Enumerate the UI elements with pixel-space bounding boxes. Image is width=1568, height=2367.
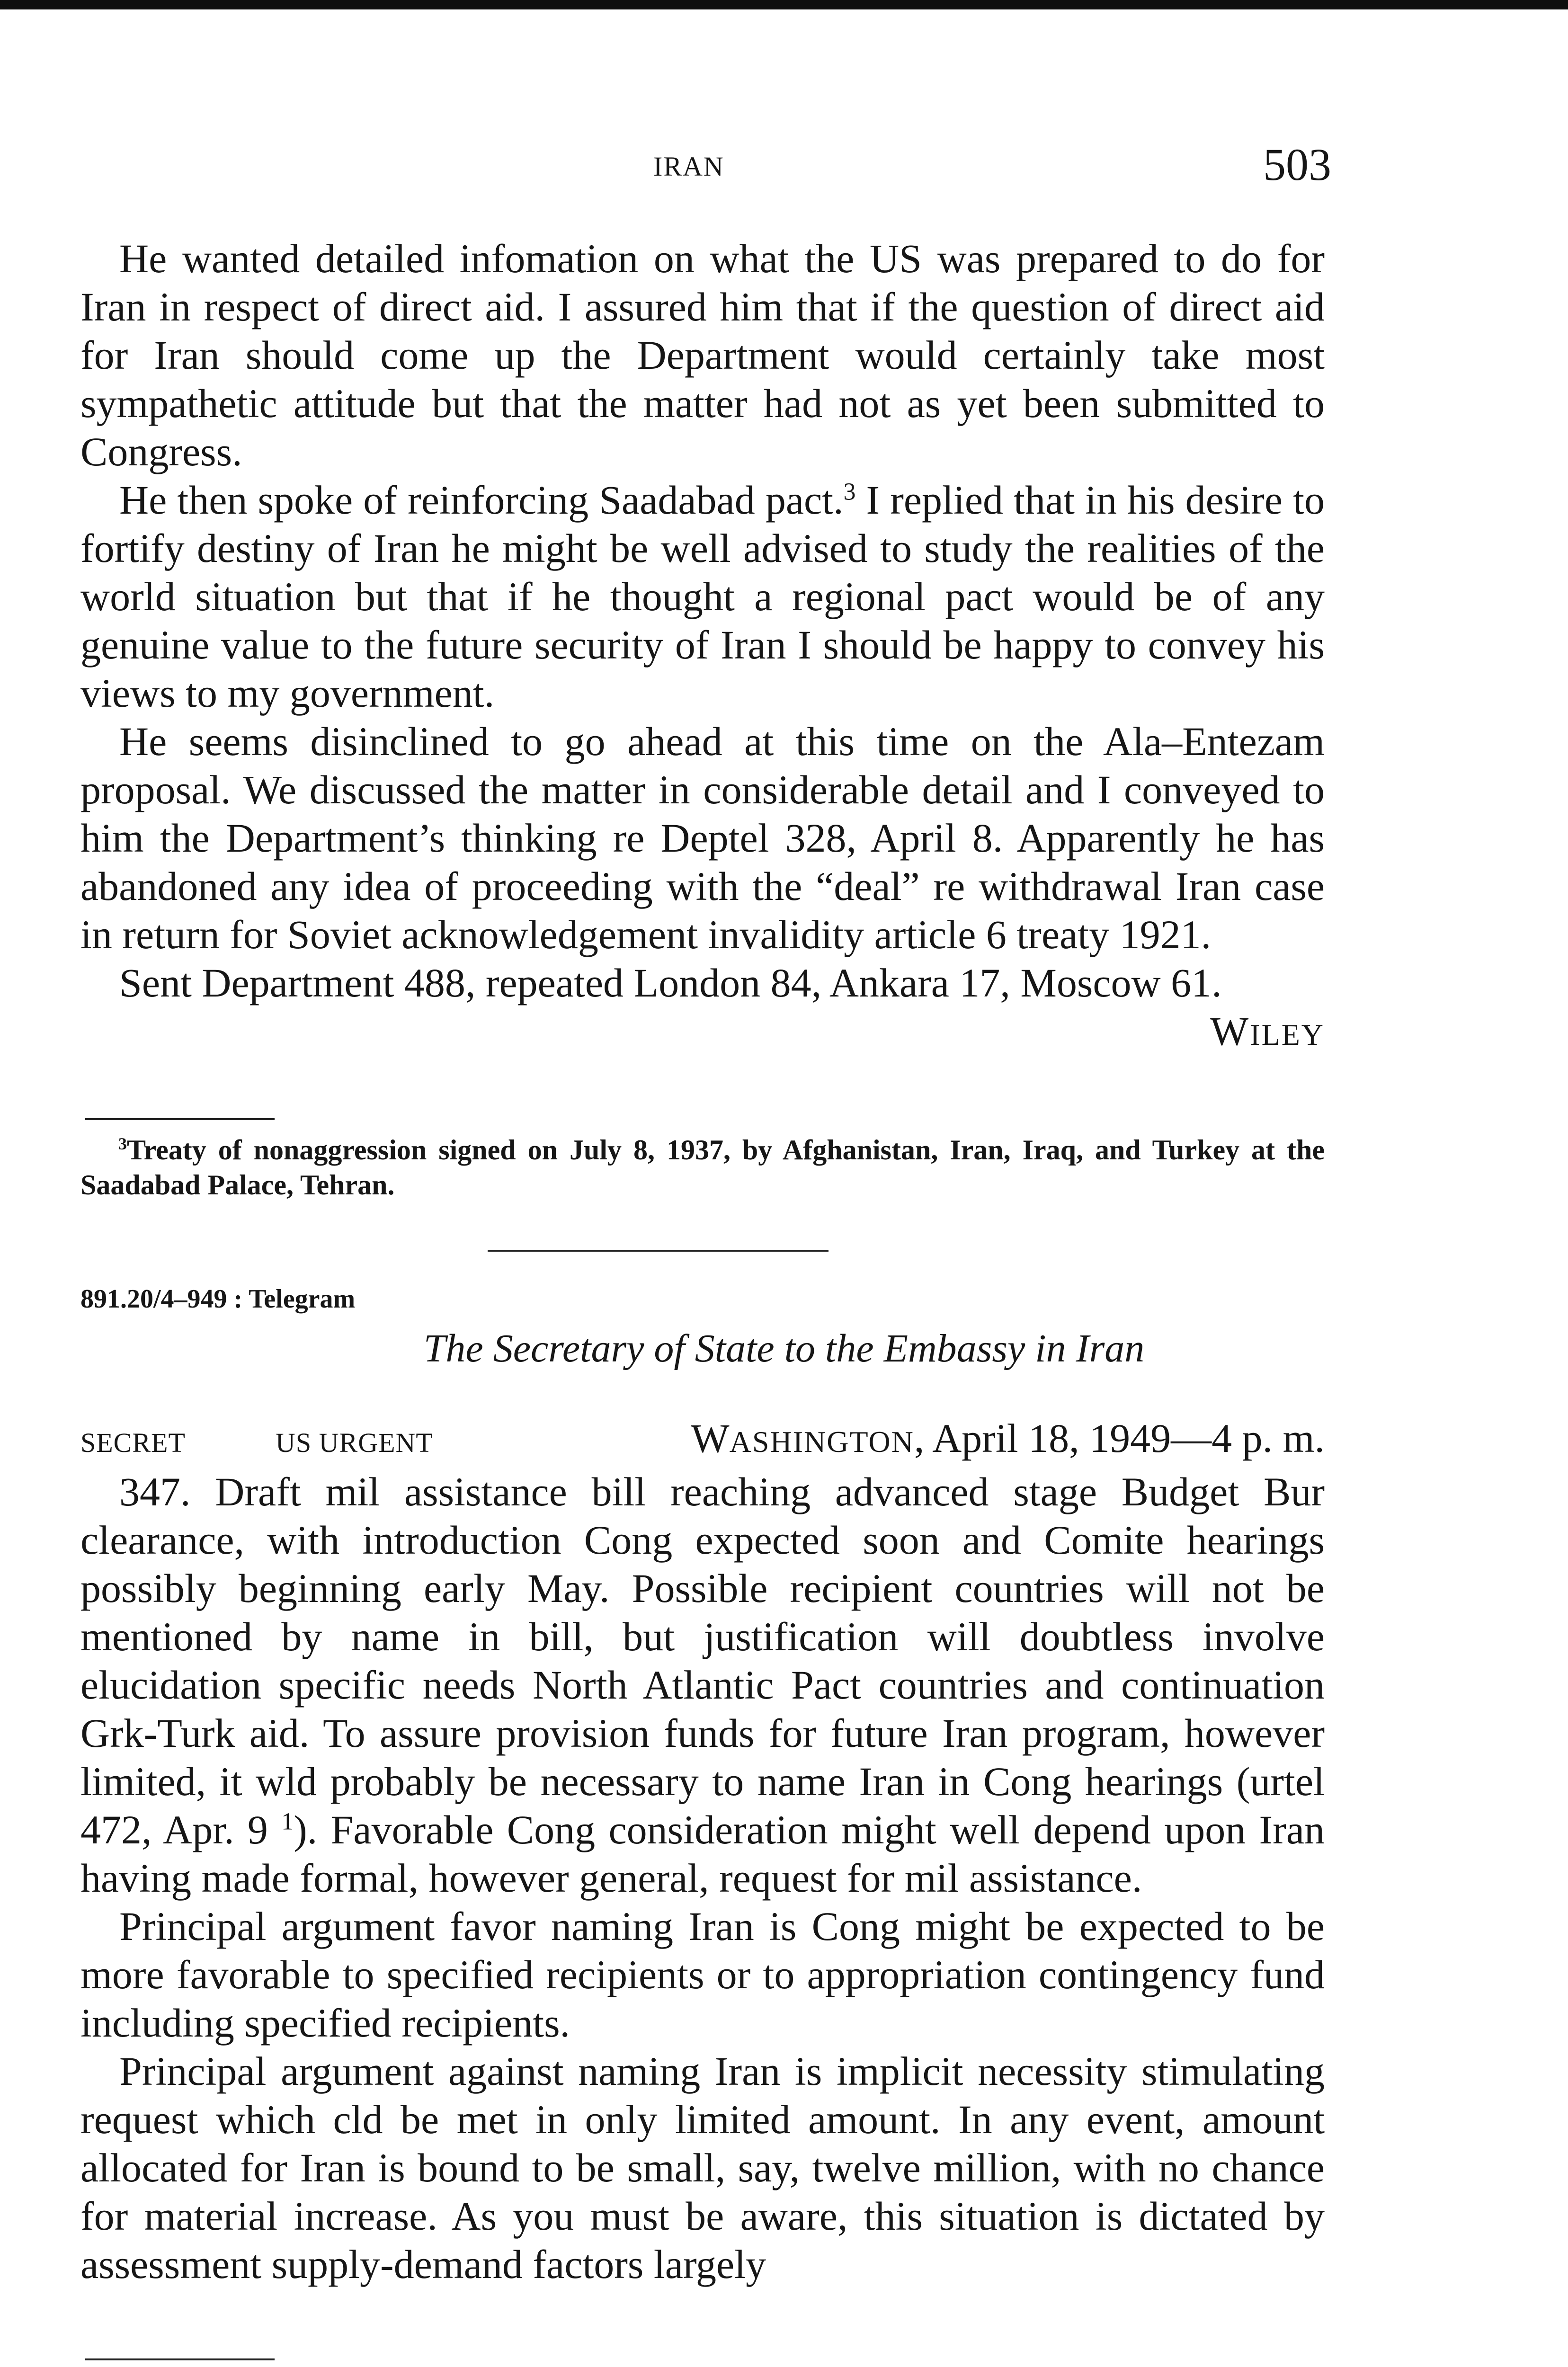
page-number: 503 bbox=[1263, 139, 1331, 190]
signature-initial: W bbox=[1210, 1008, 1250, 1054]
upper-text-block bbox=[80, 234, 1325, 1059]
running-head: IRAN bbox=[653, 151, 724, 182]
place-rest: ASHINGTON bbox=[729, 1425, 914, 1459]
document-separator-rule bbox=[488, 1250, 829, 1252]
paragraph-argument-favor: Principal argument favor naming Iran is Cong might be expected to be more favorable to specified recipients or to appropriation contingency fund including specified recipients. bbox=[80, 1904, 1325, 2046]
footnote-rule-bottom bbox=[85, 2358, 275, 2360]
footnote-3-marker: 3 bbox=[118, 1134, 127, 1153]
dateline-place-date bbox=[691, 1415, 1325, 1462]
paragraph-ala-entezam: He seems disinclined to go ahead at this time on the Ala–Entezam proposal. We discussed the matter in considerable detail and I conveyed to him the Department’s thinking re Deptel 328, April 8. Apparently he has abandoned any idea of proceeding with the “deal” re withdrawal Iran case in return for Soviet acknowledgement invalidity article 6 treaty 1921. bbox=[80, 719, 1325, 957]
paragraph-argument-against: Principal argument against naming Iran is implicit necessity stimulating request which cld be met in only limited amount. In any event, amount allocated for Iran is bound to be small, say, twelve million, with no chance for material increase. As you must be aware, this situation is dictated by assessment supply-demand factors largely bbox=[80, 2048, 1325, 2287]
footnote-rule-top bbox=[85, 1118, 275, 1120]
paragraph-direct-aid: He wanted detailed infomation on what the US was prepared to do for Iran in respect of direct aid. I assured him that if the question of direct aid for Iran should come up the Department would certainly take most sympathetic attitude but that the matter had not as yet been submitted to Congress. bbox=[80, 236, 1325, 474]
footnote-3-text: Treaty of nonaggression signed on July 8, 1937, by Afghanistan, Iran, Iraq, and Turkey at the Saadabad Palace, Tehran. bbox=[80, 1134, 1325, 1201]
place-initial: W bbox=[691, 1415, 730, 1461]
paragraph-draft-bill-start: 347. Draft mil assistance bill reaching advanced stage Budget Bur clearance, with introduction Cong expected soon and Comite hearings possibly beginning early May. Possible recipient countries will not be mentioned by name in bill, but justification will doubtless involve elucidation specific needs North Atlantic Pact countries and continuation Grk-Turk aid. To assure provision funds for future Iran program, however limited, it wld probably be necessary to name Iran in Cong hearings (urtel 472, Apr. 9 bbox=[80, 1469, 1325, 1852]
signature-wiley bbox=[80, 1007, 1325, 1059]
document-file-number: 891.20/4–949 : Telegram bbox=[80, 1284, 356, 1314]
paragraph-sent-department: Sent Department 488, repeated London 84, Ankara 17, Moscow 61. bbox=[119, 960, 1222, 1006]
paragraph-saadabad bbox=[80, 476, 1325, 717]
footnote-ref-3[interactable]: 3 bbox=[843, 478, 856, 506]
signature-rest: ILEY bbox=[1250, 1018, 1325, 1051]
classification-secret: SECRET bbox=[80, 1427, 186, 1458]
lower-text-block bbox=[80, 1468, 1325, 2288]
paragraph-saadabad-start: He then spoke of reinforcing Saadabad pact. bbox=[119, 477, 844, 523]
footnote-ref-1[interactable]: 1 bbox=[281, 1808, 294, 1835]
top-border-rule bbox=[0, 0, 1568, 9]
paragraph-saadabad-end: I replied that in his desire to fortify destiny of Iran he might be well advised to study the realities of the world situation but that if he thought a regional pact would be of any genuine value to the future security of Iran I should be happy to convey his views to my government. bbox=[80, 477, 1325, 716]
document-title: The Secretary of State to the Embassy in Iran bbox=[423, 1326, 1145, 1370]
telegram-date: , April 18, 1949—4 p. m. bbox=[914, 1415, 1325, 1461]
dateline bbox=[80, 1415, 1325, 1467]
precedence-us-urgent: US URGENT bbox=[276, 1427, 433, 1458]
footnote-3 bbox=[80, 1132, 1325, 1202]
paragraph-draft-bill-end: ). Favorable Cong consideration might well depend upon Iran having made formal, however general, request for mil assistance. bbox=[80, 1807, 1325, 1901]
paragraph-draft-bill bbox=[80, 1468, 1325, 1902]
